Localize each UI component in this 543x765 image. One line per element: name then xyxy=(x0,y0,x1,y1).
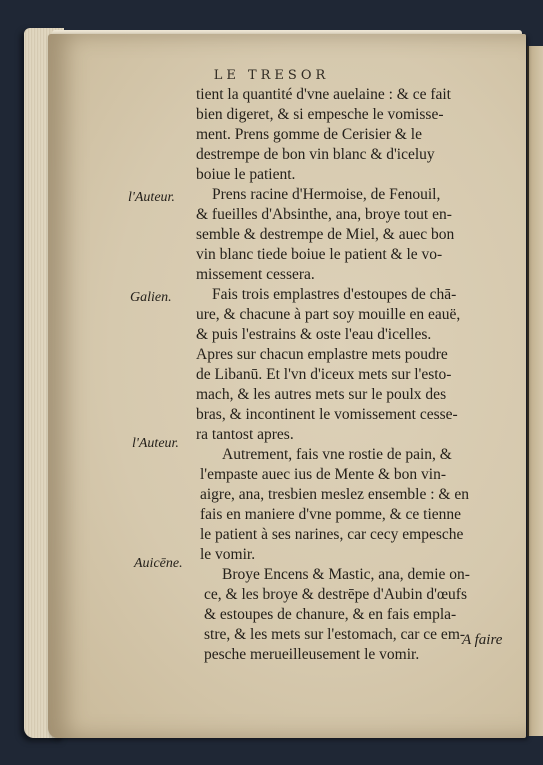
text-line: ra tantost apres. xyxy=(196,426,294,443)
text-line: ce, & les broye & destrēpe d'Aubin d'œufs xyxy=(204,586,467,603)
text-line: l'empaste auec ius de Mente & bon vin- xyxy=(200,466,446,483)
text-line: Apres sur chacun emplastre mets poudre xyxy=(196,346,448,363)
text-line: fais en maniere d'vne pomme, & ce tienne xyxy=(200,506,462,523)
text-line: & estoupes de chanure, & en fais empla- xyxy=(204,606,457,623)
text-line: bien digeret, & si empesche le vomisse- xyxy=(196,106,444,123)
text-line: semble & destrempe de Miel, & auec bon xyxy=(196,226,455,243)
catchword: A faire xyxy=(462,632,503,648)
text-line: tient la quantité d'vne auelaine : & ce fait xyxy=(196,86,451,103)
text-line: destrempe de bon vin blanc & d'iceluy xyxy=(196,146,435,163)
text-line: ment. Prens gomme de Cerisier & le xyxy=(196,126,422,143)
text-line: aigre, ana, tresbien meslez ensemble : & en xyxy=(200,486,469,503)
text-line: missement cessera. xyxy=(196,266,315,283)
text-line: bras, & incontinent le vomissement cesse- xyxy=(196,406,458,423)
running-header: LE TRESOR xyxy=(213,68,330,83)
text-line: de Libanū. Et l'vn d'iceux mets sur l'esto- xyxy=(196,366,452,383)
text-line: & puis l'estrains & oste l'eau d'icelles. xyxy=(196,326,432,343)
margin-note: Auicēne. xyxy=(134,556,183,571)
margin-note: Galien. xyxy=(130,290,172,305)
text-line: Fais trois emplastres d'estoupes de chā- xyxy=(212,286,457,303)
text-line: vin blanc tiede boiue le patient & le vo- xyxy=(196,246,443,263)
text-line: boiue le patient. xyxy=(196,166,296,183)
text-line: stre, & les mets sur l'estomach, car ce em- xyxy=(204,626,466,643)
text-line: mach, & les autres mets sur le poulx des xyxy=(196,386,447,403)
margin-note: l'Auteur. xyxy=(132,436,179,451)
text-line: le patient à ses narines, car cecy empesche xyxy=(200,526,464,543)
text-line: le vomir. xyxy=(200,546,256,563)
facing-page xyxy=(527,46,543,736)
text-line: Autrement, fais vne rostie de pain, & xyxy=(222,446,452,463)
text-line: Broye Encens & Mastic, ana, demie on- xyxy=(222,566,470,583)
text-line: & fueilles d'Absinthe, ana, broye tout en- xyxy=(196,206,452,223)
text-line: Prens racine d'Hermoise, de Fenouil, xyxy=(212,186,441,203)
text-line: ure, & chacune à part soy mouille en eauë, xyxy=(196,306,461,323)
margin-note: l'Auteur. xyxy=(128,190,175,205)
text-line: pesche merueilleusement le vomir. xyxy=(204,646,420,663)
